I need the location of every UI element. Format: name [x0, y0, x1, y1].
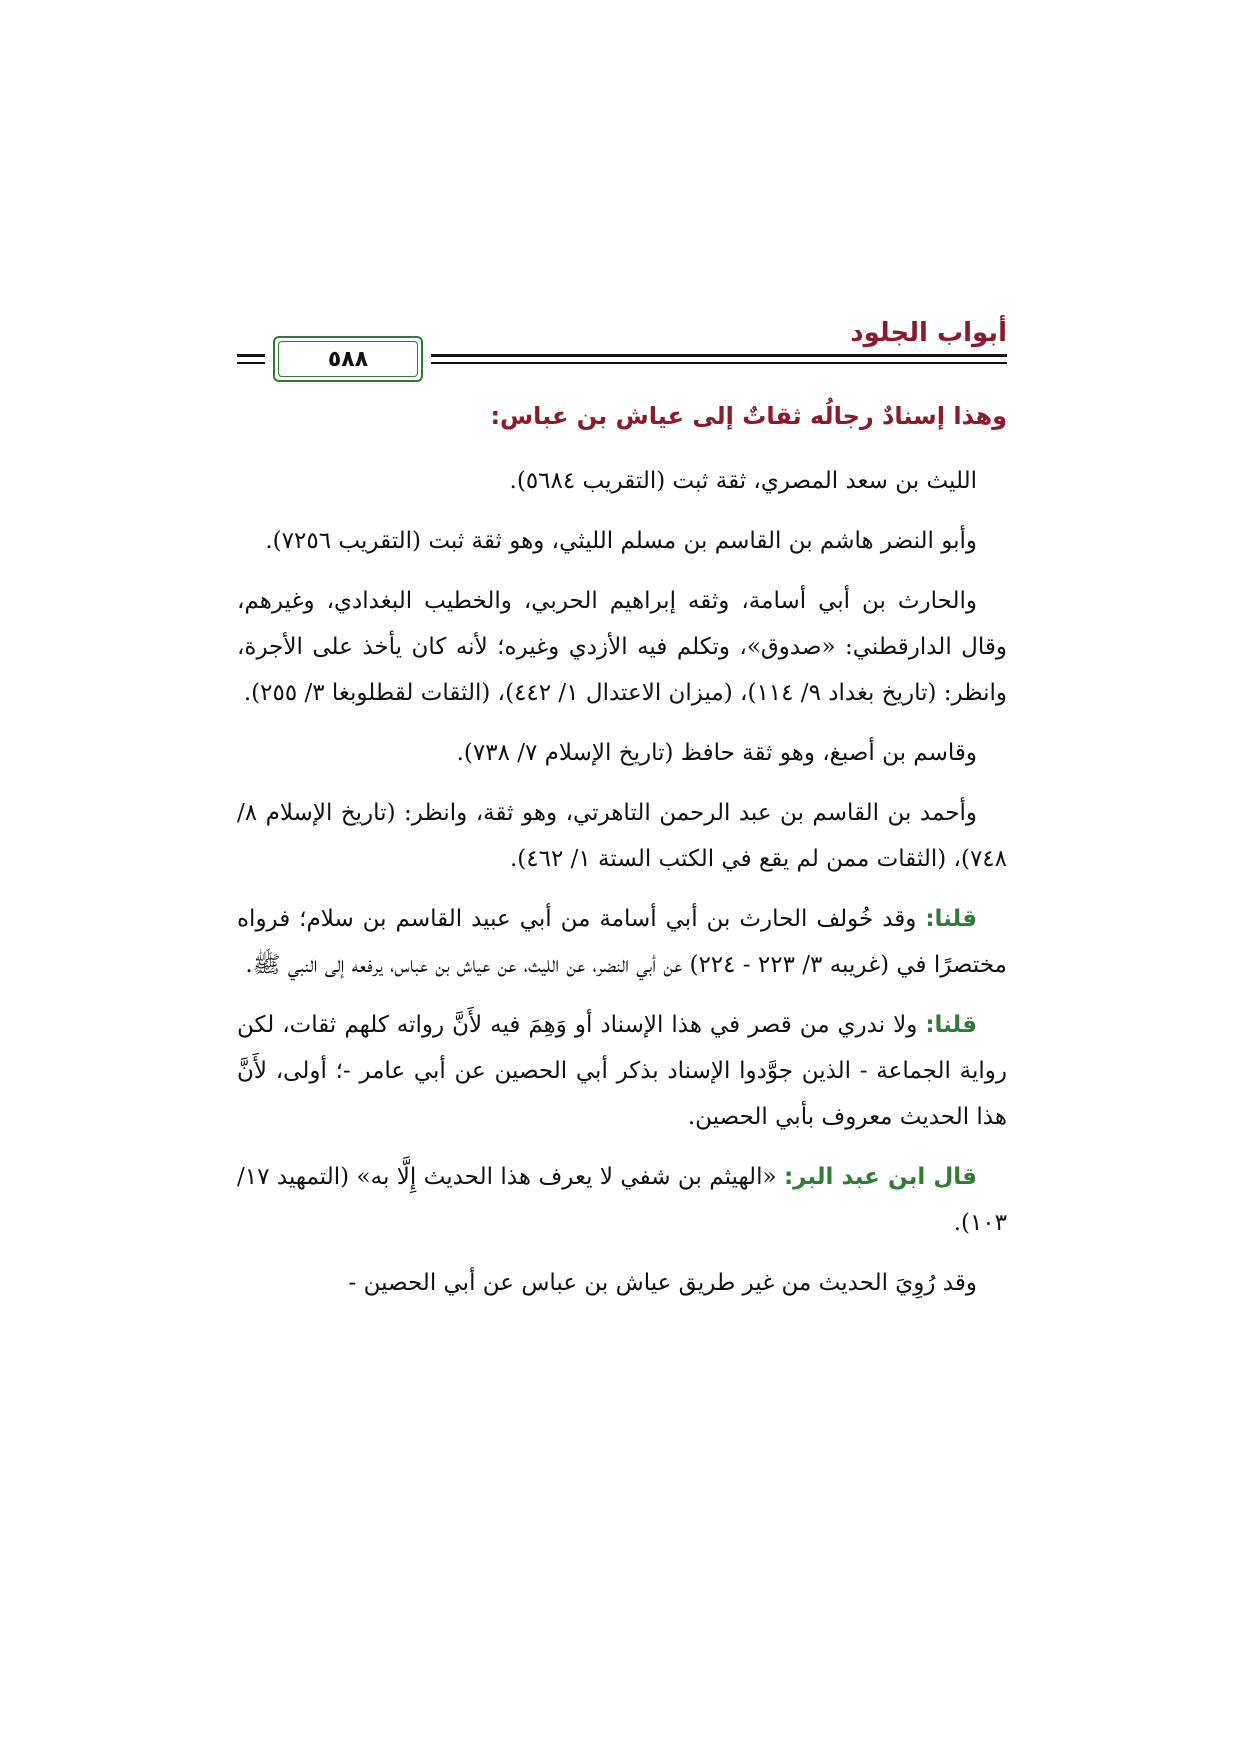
paragraph-text: ولا ندري من قصر في هذا الإسناد أو وَهِمَ فيه لأَنَّ رواته كلهم ثقات، لكن رواية الجماعة - الذين جوَّدوا الإسناد بذكر أبي الحصين عن أبي عامر -؛ أولى، لأَنَّ هذا الحديث معروف بأبي الحصين. [237, 1012, 1007, 1130]
paragraph-text: «الهيثم بن شفي لا يعرف هذا الحديث إِلَّا به» (التمهيد ١٧/ ١٠٣). [237, 1164, 1007, 1236]
paragraph-text: وأحمد بن القاسم بن عبد الرحمن التاهرتي، وهو ثقة، وانظر: (تاريخ الإسلام ٨/ ٧٤٨)، (الثقات ممن لم يقع في الكتب الستة ١/ ٤٦٢). [237, 800, 1007, 872]
page-header [237, 300, 1007, 392]
header-rule [431, 362, 1007, 364]
header-rule [237, 362, 265, 364]
page [237, 300, 1007, 1320]
paragraph-text: وقد خُولف الحارث بن أبي أسامة من أبي عبيد القاسم بن سلام؛ فرواه مختصرًا في (غريبه ٣/ ٢٢٣ - ٢٢٤) عن أبي النضر، عن الليث، عن عياش بن عباس، يرفعه إلى النبي ﷺ. [237, 906, 1007, 978]
paragraph-text: وقاسم بن أصبغ، وهو ثقة حافظ (تاريخ الإسلام ٧/ ٧٣٨). [456, 740, 977, 766]
paragraph [237, 730, 1007, 776]
paragraph [237, 1002, 1007, 1140]
paragraph-lead: قلنا: [925, 906, 977, 932]
page-number: ٥٨٨ [278, 341, 418, 377]
paragraph-lead: قال ابن عبد البر: [783, 1164, 977, 1190]
header-rule [237, 354, 265, 357]
paragraph [237, 1154, 1007, 1246]
paragraph [237, 896, 1007, 988]
paragraph-lead: قلنا: [925, 1012, 977, 1038]
paragraph-text: وقد رُوِيَ الحديث من غير طريق عياش بن عباس عن أبي الحصين - [348, 1270, 977, 1296]
paragraph [237, 578, 1007, 716]
paragraph-text: وأبو النضر هاشم بن القاسم بن مسلم الليثي، وهو ثقة ثبت (التقريب ٧٢٥٦). [265, 528, 977, 554]
paragraph [237, 790, 1007, 882]
page-number-frame [273, 336, 423, 382]
section-heading: وهذا إسنادٌ رجالُه ثقاتٌ إلى عياش بن عباس: [490, 402, 1007, 430]
paragraph [237, 458, 1007, 504]
paragraph-text: الليث بن سعد المصري، ثقة ثبت (التقريب ٥٦٨٤). [509, 468, 977, 494]
paragraph-text: والحارث بن أبي أسامة، وثقه إبراهيم الحربي، والخطيب البغدادي، وغيرهم، وقال الدارقطني: «صدوق»، وتكلم فيه الأزدي وغيره؛ لأنه كان يأخذ على الأجرة، وانظر: (تاريخ بغداد ٩/ ١١٤)، (ميزان الاعتدال ١/ ٤٤٢)، (الثقات لقطلوبغا ٣/ ٢٥٥). [237, 588, 1007, 706]
paragraph [237, 518, 1007, 564]
paragraph [237, 1260, 1007, 1306]
header-rule [431, 354, 1007, 357]
chapter-title: أبواب الجلود [850, 318, 1007, 348]
